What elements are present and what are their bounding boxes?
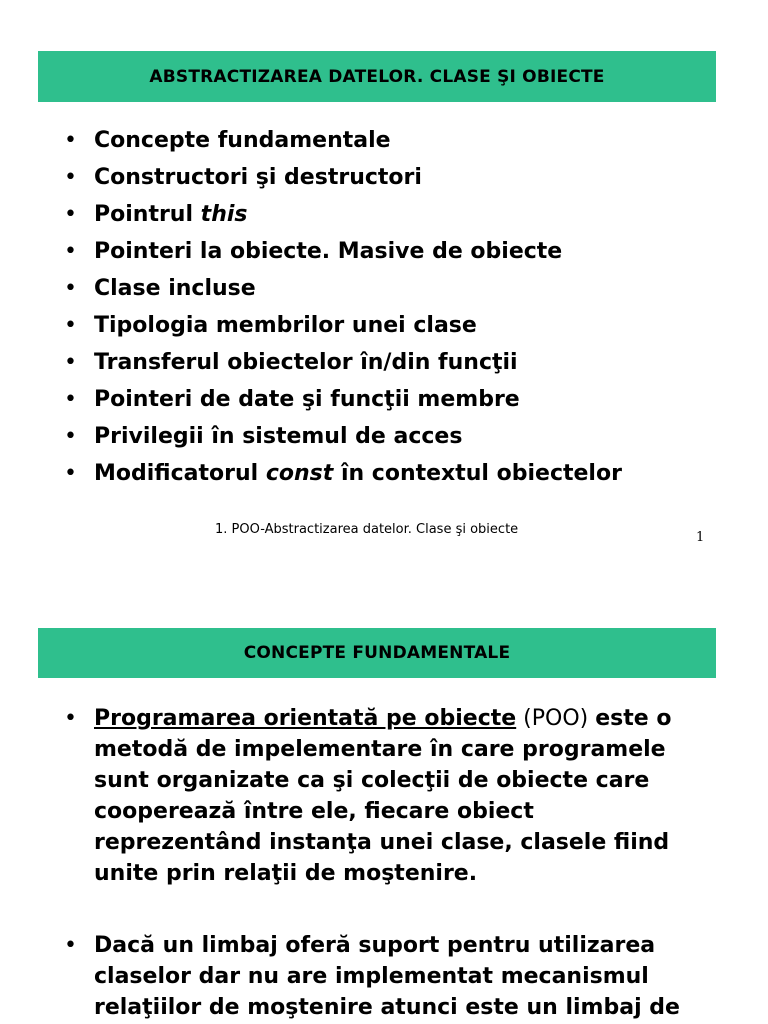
paren-text: (POO) — [516, 706, 596, 731]
text-line: relaţiilor de moştenire atunci este un limbaj de — [94, 995, 680, 1020]
text-line: cooperează între ele, fiecare obiect — [94, 799, 534, 824]
underlined-term: Programarea orientată pe obiecte — [94, 706, 517, 731]
paragraph-item — [64, 930, 714, 1023]
list-item — [64, 159, 622, 196]
slide-title — [38, 51, 716, 102]
text-line: metodă de impelementare în care programele — [94, 737, 666, 762]
slide-title — [38, 628, 716, 678]
item-text: Clase incluse — [94, 276, 256, 301]
item-text: Tipologia membrilor unei clase — [94, 313, 477, 338]
item-text-after: în contextul obiectelor — [333, 461, 622, 486]
item-text: Pointrul — [94, 202, 201, 227]
slide-title-text: ABSTRACTIZAREA DATELOR. CLASE ŞI OBIECTE — [149, 66, 605, 87]
paragraph-item — [64, 703, 714, 889]
slide-footer: 1. POO-Abstractizarea datelor. Clase şi obiecte — [215, 522, 519, 537]
list-item — [64, 122, 622, 159]
list-item — [64, 270, 622, 307]
item-text: Privilegii în sistemul de acces — [94, 424, 463, 449]
list-item — [64, 455, 622, 492]
list-item — [64, 418, 622, 455]
text-line: unite prin relaţii de moştenire. — [94, 861, 478, 886]
content-list — [64, 703, 714, 1023]
item-text: Constructori şi destructori — [94, 165, 422, 190]
item-text: Modificatorul — [94, 461, 266, 486]
text-line: reprezentând instanţa unei clase, clasele fiind — [94, 830, 670, 855]
list-item — [64, 196, 622, 233]
text-line: sunt organizate ca şi colecţii de obiecte care — [94, 768, 650, 793]
text-line: claselor dar nu are implementat mecanismul — [94, 964, 649, 989]
slide-title-text: CONCEPTE FUNDAMENTALE — [243, 643, 511, 663]
item-italic-text: this — [200, 202, 248, 227]
item-italic-text: const — [265, 461, 334, 486]
item-text: Transferul obiectelor în/din funcţii — [94, 350, 518, 375]
list-item — [64, 344, 622, 381]
item-text: Pointeri la obiecte. Masive de obiecte — [94, 239, 563, 264]
page-number: 1 — [696, 530, 705, 545]
list-item — [64, 381, 622, 418]
list-item — [64, 233, 622, 270]
item-text: Concepte fundamentale — [94, 128, 391, 153]
list-item — [64, 307, 622, 344]
item-text: Pointeri de date şi funcţii membre — [94, 387, 520, 412]
text-line: Dacă un limbaj oferă suport pentru utilizarea — [94, 933, 656, 958]
topics-list — [64, 122, 622, 492]
text-line: este o — [595, 706, 672, 731]
